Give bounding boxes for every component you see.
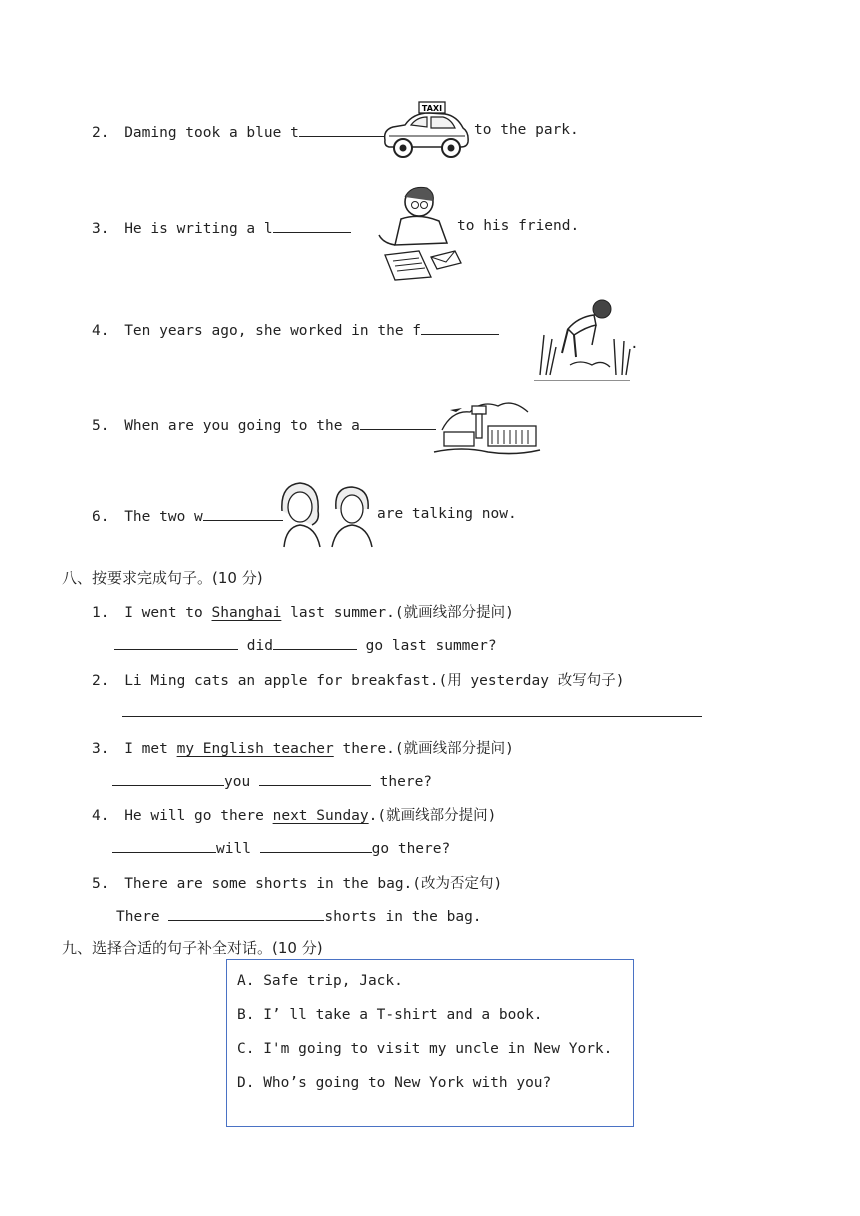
- item-2: [92, 122, 385, 141]
- item-6: [92, 506, 283, 525]
- section-9-heading: 九、选择合适的句子补全对话。(10 分): [62, 939, 323, 957]
- item-6-after: are talking now.: [377, 506, 517, 522]
- answer-blank[interactable]: [112, 771, 224, 786]
- item-text: He is writing a l: [124, 221, 273, 237]
- item-text: The two w: [124, 509, 203, 525]
- item-number: 3.: [92, 221, 110, 237]
- answer-text: There: [116, 909, 169, 925]
- s8-answer-1: [114, 635, 497, 654]
- answer-text: did: [238, 638, 273, 654]
- woman-farming-icon: [530, 295, 634, 381]
- option-b: B. I’ ll take a T-shirt and a book.: [237, 1007, 543, 1023]
- option-c: C. I'm going to visit my uncle in New York.: [237, 1041, 613, 1057]
- answer-text: shorts in the bag.: [324, 909, 482, 925]
- s8-question-4: [92, 804, 496, 825]
- item-number: 4.: [92, 323, 110, 339]
- man-writing-letter-icon: [373, 185, 463, 281]
- question-text: I went to: [124, 605, 212, 621]
- s8-question-5: [92, 872, 502, 893]
- item-2-after: to the park.: [474, 122, 579, 138]
- question-text: .(就画线部分提问): [368, 808, 497, 824]
- airport-icon: [432, 390, 542, 458]
- item-5: [92, 415, 436, 434]
- s8-answer-3: [112, 771, 432, 790]
- item-number: 4.: [92, 808, 110, 824]
- answer-blank[interactable]: [421, 320, 499, 335]
- s8-answer-4: [112, 838, 450, 857]
- option-d: D. Who’s going to New York with you?: [237, 1075, 552, 1091]
- item-text: When are you going to the a: [124, 418, 360, 434]
- item-number: 5.: [92, 876, 110, 892]
- item-text: Daming took a blue t: [124, 125, 299, 141]
- item-number: 3.: [92, 741, 110, 757]
- answer-text: you: [224, 774, 259, 790]
- taxi-sign-text: TAXI: [421, 104, 443, 113]
- two-women-icon: [276, 481, 376, 549]
- question-text: He will go there: [124, 808, 273, 824]
- item-number: 6.: [92, 509, 110, 525]
- answer-blank[interactable]: [114, 635, 238, 650]
- item-text: Ten years ago, she worked in the f: [124, 323, 422, 339]
- taxi-icon: [379, 100, 471, 162]
- s8-question-2: [92, 669, 624, 690]
- underlined-part: Shanghai: [211, 605, 282, 621]
- item-4-after: .: [630, 336, 639, 352]
- answer-text: there?: [370, 774, 433, 790]
- answer-text: go last summer?: [356, 638, 497, 654]
- question-text: There are some shorts in the bag.(改为否定句): [124, 876, 503, 892]
- question-text: I met: [124, 741, 177, 757]
- answer-blank[interactable]: [273, 218, 351, 233]
- item-3: [92, 218, 351, 237]
- question-text: Li Ming cats an apple for breakfast.(用 yesterday 改写句子): [124, 673, 625, 689]
- answer-blank[interactable]: [259, 771, 371, 786]
- underlined-part: my English teacher: [176, 741, 334, 757]
- item-number: 2.: [92, 673, 110, 689]
- s8-question-3: [92, 737, 514, 758]
- s8-question-1: [92, 601, 514, 622]
- answer-blank[interactable]: [260, 838, 372, 853]
- answer-blank[interactable]: [299, 122, 385, 137]
- answer-blank[interactable]: [112, 838, 216, 853]
- s8-answer-5: [116, 906, 482, 925]
- item-number: 5.: [92, 418, 110, 434]
- answer-blank[interactable]: [168, 906, 324, 921]
- question-text: there.(就画线部分提问): [333, 741, 514, 757]
- answer-blank[interactable]: [360, 415, 436, 430]
- section-8-heading: 八、按要求完成句子。(10 分): [62, 569, 263, 587]
- item-3-after: to his friend.: [457, 218, 580, 234]
- item-number: 2.: [92, 125, 110, 141]
- item-4: [92, 320, 499, 339]
- answer-text: will: [216, 841, 260, 857]
- answer-line[interactable]: [122, 716, 702, 717]
- question-text: last summer.(就画线部分提问): [281, 605, 514, 621]
- item-number: 1.: [92, 605, 110, 621]
- answer-text: go there?: [371, 841, 451, 857]
- answer-blank[interactable]: [273, 635, 357, 650]
- underlined-part: next Sunday: [272, 808, 369, 824]
- option-a: A. Safe trip, Jack.: [237, 973, 403, 989]
- answer-blank[interactable]: [203, 506, 283, 521]
